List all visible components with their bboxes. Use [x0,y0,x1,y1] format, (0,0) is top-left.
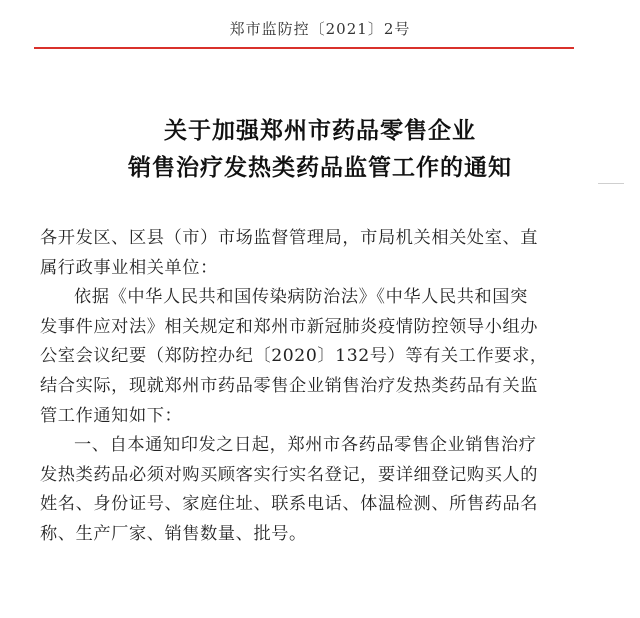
paragraph-line: 结合实际，现就郑州市药品零售企业销售治疗发热类药品有关监 [40,375,539,396]
paragraph-line: 姓名、身份证号、家庭住址、联系电话、体温检测、所售药品名 [40,494,539,515]
title-line-2: 销售治疗发热类药品监管工作的通知 [128,154,512,181]
scan-mark [598,183,624,184]
document-number: 郑市监防控〔2021〕2号 [229,20,411,38]
document-body [40,224,580,550]
document-title [0,112,640,186]
addressee-line: 属行政事业相关单位： [40,257,218,278]
title-line-1: 关于加强郑州市药品零售企业 [164,117,476,144]
paragraph-line: 管工作通知如下： [40,405,183,426]
paragraph-line: 公室会议纪要（郑防控办纪〔2020〕132号）等有关工作要求， [40,346,548,367]
addressee-line: 各开发区、区县（市）市场监督管理局，市局机关相关处室、直 [40,228,539,248]
paragraph-line: 发热类药品必须对购买顾客实行实名登记，要详细登记购买人的 [40,464,539,485]
paragraph-line: 一、自本通知印发之日起，郑州市各药品零售企业销售治疗 [74,435,537,456]
red-header-rule [34,47,574,49]
paragraph-line: 发事件应对法》相关规定和郑州市新冠肺炎疫情防控领导小组办 [40,316,539,337]
paragraph-line: 依据《中华人民共和国传染病防治法》《中华人民共和国突 [74,287,528,308]
paragraph-line: 称、生产厂家、销售数量、批号。 [40,523,307,544]
